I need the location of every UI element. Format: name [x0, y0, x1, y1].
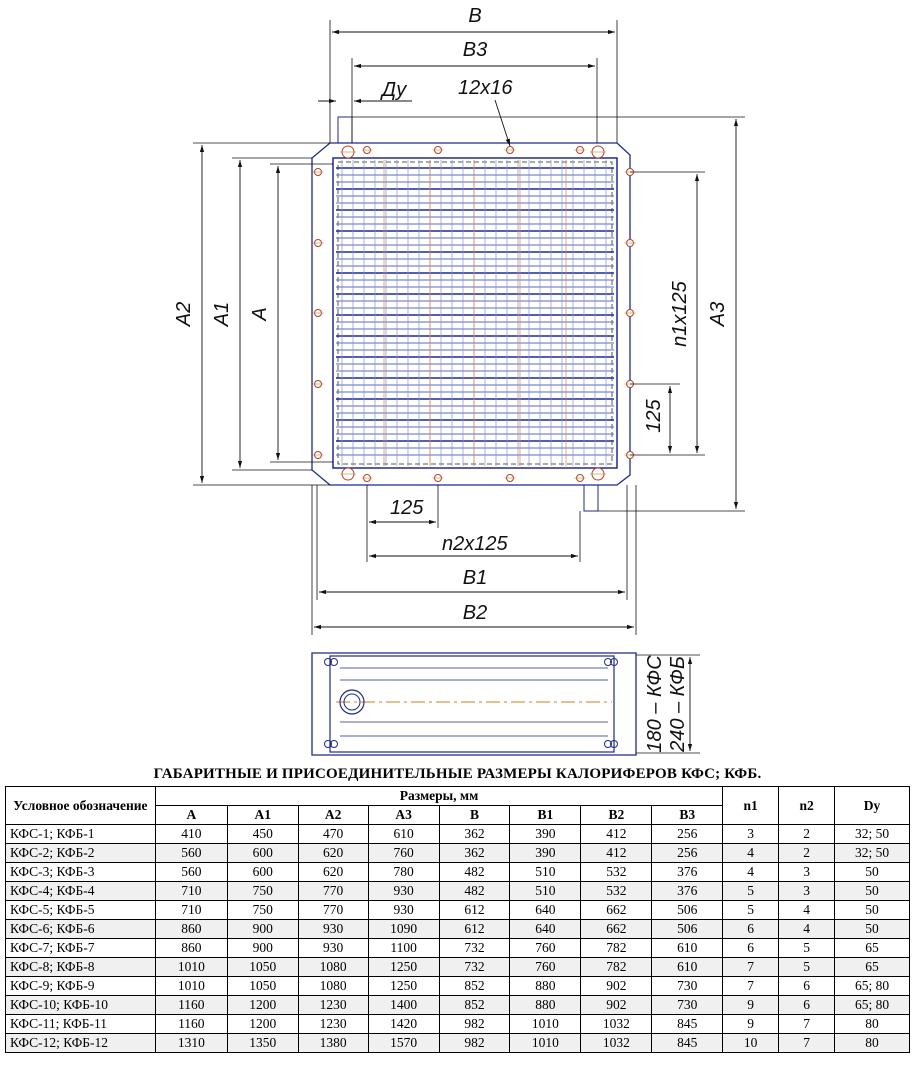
- cell-a3: 1250: [368, 977, 439, 996]
- cell-n2: 3: [779, 863, 835, 882]
- cell-n2: 7: [779, 1034, 835, 1053]
- cell-b1: 760: [510, 958, 581, 977]
- table-row: [6, 863, 910, 882]
- cell-b2: 532: [581, 882, 652, 901]
- cell-a1: 1050: [227, 958, 298, 977]
- heater-core: [333, 158, 617, 468]
- cell-a1: 750: [227, 901, 298, 920]
- cell-a3: 780: [368, 863, 439, 882]
- cell-a: 860: [155, 920, 227, 939]
- cell-n1: 4: [723, 844, 779, 863]
- cell-b1: 510: [510, 882, 581, 901]
- cell-n2: 2: [779, 825, 835, 844]
- pipe-stub-top: [338, 117, 352, 143]
- cell-b: 612: [439, 901, 510, 920]
- dim-a2-label: A2: [173, 301, 195, 327]
- side-depth-kfs: 180 – КФС: [644, 655, 666, 753]
- hole-size-label: 12x16: [458, 77, 513, 99]
- column-header: B2: [581, 806, 652, 825]
- cell-a3: 610: [368, 825, 439, 844]
- cell-n1: 6: [723, 939, 779, 958]
- cell-b1: 880: [510, 977, 581, 996]
- cell-b3: 256: [652, 825, 723, 844]
- cell-a: 1160: [155, 996, 227, 1015]
- header-designation: Условное обозначение: [6, 787, 156, 825]
- dimensions-table: [5, 786, 910, 1053]
- cell-a1: 750: [227, 882, 298, 901]
- cell-b: 732: [439, 939, 510, 958]
- cell-b2: 1032: [581, 1015, 652, 1034]
- cell-n2: 5: [779, 939, 835, 958]
- cell-a: 710: [155, 901, 227, 920]
- dim-pitch-right-label: 125: [643, 399, 665, 433]
- table-row: [6, 939, 910, 958]
- cell-b2: 782: [581, 939, 652, 958]
- cell-a3: 1420: [368, 1015, 439, 1034]
- cell-dy: 50: [835, 882, 910, 901]
- table-row: [6, 844, 910, 863]
- cell-b2: 412: [581, 825, 652, 844]
- column-header: A: [155, 806, 227, 825]
- table-row: [6, 1034, 910, 1053]
- cell-designation: КФС-12; КФБ-12: [6, 1034, 156, 1053]
- cell-a: 1010: [155, 958, 227, 977]
- cell-n1: 9: [723, 1015, 779, 1034]
- side-depth-kfb: 240 – КФБ: [667, 656, 689, 752]
- cell-dy: 80: [835, 1034, 910, 1053]
- cell-a3: 1570: [368, 1034, 439, 1053]
- cell-b3: 845: [652, 1034, 723, 1053]
- cell-n1: 7: [723, 958, 779, 977]
- cell-a2: 1380: [298, 1034, 368, 1053]
- cell-b2: 532: [581, 863, 652, 882]
- dim-a-label: A: [249, 307, 271, 321]
- cell-a: 1010: [155, 977, 227, 996]
- cell-b1: 880: [510, 996, 581, 1015]
- cell-b2: 412: [581, 844, 652, 863]
- table-row: [6, 920, 910, 939]
- cell-designation: КФС-3; КФБ-3: [6, 863, 156, 882]
- cell-a: 710: [155, 882, 227, 901]
- cell-a2: 930: [298, 939, 368, 958]
- cell-b1: 1010: [510, 1034, 581, 1053]
- cell-a3: 1090: [368, 920, 439, 939]
- cell-dy: 50: [835, 901, 910, 920]
- cell-b2: 782: [581, 958, 652, 977]
- cell-n2: 3: [779, 882, 835, 901]
- dim-du-label: Ду: [382, 79, 407, 101]
- cell-designation: КФС-2; КФБ-2: [6, 844, 156, 863]
- cell-n1: 7: [723, 977, 779, 996]
- cell-b3: 506: [652, 901, 723, 920]
- cell-a2: 930: [298, 920, 368, 939]
- pipe-stub-bottom: [584, 485, 598, 511]
- header-sizes: Размеры, мм: [155, 787, 722, 806]
- table-row: [6, 1015, 910, 1034]
- cell-a2: 470: [298, 825, 368, 844]
- table-row: [6, 996, 910, 1015]
- cell-a1: 600: [227, 844, 298, 863]
- cell-designation: КФС-5; КФБ-5: [6, 901, 156, 920]
- cell-b: 482: [439, 863, 510, 882]
- cell-b: 852: [439, 977, 510, 996]
- cell-n2: 4: [779, 920, 835, 939]
- cell-dy: 32; 50: [835, 844, 910, 863]
- cell-b: 732: [439, 958, 510, 977]
- cell-dy: 65: [835, 939, 910, 958]
- cell-a2: 1230: [298, 996, 368, 1015]
- side-view: [312, 653, 700, 755]
- cell-designation: КФС-1; КФБ-1: [6, 825, 156, 844]
- cell-a: 410: [155, 825, 227, 844]
- dim-b1-label: B1: [462, 567, 488, 589]
- column-header: A2: [298, 806, 368, 825]
- cell-a2: 1080: [298, 977, 368, 996]
- cell-a2: 770: [298, 882, 368, 901]
- cell-b1: 390: [510, 844, 581, 863]
- cell-a1: 1050: [227, 977, 298, 996]
- cell-b1: 760: [510, 939, 581, 958]
- cell-b: 482: [439, 882, 510, 901]
- table-body: [6, 825, 910, 1053]
- cell-b: 982: [439, 1015, 510, 1034]
- cell-b2: 1032: [581, 1034, 652, 1053]
- cell-designation: КФС-6; КФБ-6: [6, 920, 156, 939]
- cell-n1: 3: [723, 825, 779, 844]
- header-n2: n2: [779, 787, 835, 825]
- cell-a3: 930: [368, 901, 439, 920]
- cell-a2: 1080: [298, 958, 368, 977]
- cell-a2: 770: [298, 901, 368, 920]
- top-view: [173, 5, 745, 635]
- cell-a3: 1250: [368, 958, 439, 977]
- cell-designation: КФС-7; КФБ-7: [6, 939, 156, 958]
- cell-b: 982: [439, 1034, 510, 1053]
- cell-a: 560: [155, 844, 227, 863]
- cell-a2: 620: [298, 844, 368, 863]
- cell-b3: 376: [652, 882, 723, 901]
- cell-b3: 730: [652, 996, 723, 1015]
- cell-b2: 662: [581, 920, 652, 939]
- column-header: A1: [227, 806, 298, 825]
- dim-n1-label: n1x125: [669, 281, 691, 347]
- header-n1: n1: [723, 787, 779, 825]
- dim-pitch-bottom-label: 125: [390, 497, 424, 519]
- dim-a1-label: A1: [211, 301, 233, 327]
- dim-n2-label: n2x125: [442, 533, 508, 555]
- cell-a1: 450: [227, 825, 298, 844]
- table-row: [6, 825, 910, 844]
- cell-b3: 610: [652, 939, 723, 958]
- cell-b3: 845: [652, 1015, 723, 1034]
- cell-dy: 50: [835, 920, 910, 939]
- cell-b3: 376: [652, 863, 723, 882]
- cell-b3: 610: [652, 958, 723, 977]
- cell-n2: 2: [779, 844, 835, 863]
- cell-a: 860: [155, 939, 227, 958]
- cell-designation: КФС-8; КФБ-8: [6, 958, 156, 977]
- cell-n1: 5: [723, 882, 779, 901]
- cell-b2: 902: [581, 996, 652, 1015]
- column-header: B3: [652, 806, 723, 825]
- cell-b2: 662: [581, 901, 652, 920]
- cell-a1: 600: [227, 863, 298, 882]
- cell-n2: 5: [779, 958, 835, 977]
- cell-a: 1310: [155, 1034, 227, 1053]
- cell-a2: 1230: [298, 1015, 368, 1034]
- table-row: [6, 977, 910, 996]
- cell-b1: 640: [510, 920, 581, 939]
- dim-b2-label: B2: [462, 602, 488, 624]
- cell-n1: 6: [723, 920, 779, 939]
- cell-designation: КФС-9; КФБ-9: [6, 977, 156, 996]
- hole-leader: [495, 100, 510, 146]
- cell-a1: 1200: [227, 1015, 298, 1034]
- cell-n2: 6: [779, 977, 835, 996]
- cell-n1: 5: [723, 901, 779, 920]
- cell-a3: 930: [368, 882, 439, 901]
- dim-b-label: B: [468, 5, 482, 27]
- cell-dy: 65: [835, 958, 910, 977]
- cell-designation: КФС-4; КФБ-4: [6, 882, 156, 901]
- cell-a3: 1100: [368, 939, 439, 958]
- cell-n1: 9: [723, 996, 779, 1015]
- table-row: [6, 901, 910, 920]
- cell-n1: 4: [723, 863, 779, 882]
- table-title: ГАБАРИТНЫЕ И ПРИСОЕДИНИТЕЛЬНЫЕ РАЗМЕРЫ КАЛОРИФЕРОВ КФС; КФБ.: [153, 766, 762, 782]
- cell-dy: 65; 80: [835, 977, 910, 996]
- cell-designation: КФС-11; КФБ-11: [6, 1015, 156, 1034]
- cell-b3: 506: [652, 920, 723, 939]
- cell-b3: 730: [652, 977, 723, 996]
- cell-n2: 6: [779, 996, 835, 1015]
- dim-a3-label: A3: [707, 301, 729, 327]
- cell-n1: 10: [723, 1034, 779, 1053]
- cell-b2: 902: [581, 977, 652, 996]
- cell-dy: 80: [835, 1015, 910, 1034]
- column-header: B: [439, 806, 510, 825]
- cell-dy: 65; 80: [835, 996, 910, 1015]
- column-header: A3: [368, 806, 439, 825]
- cell-b: 362: [439, 825, 510, 844]
- cell-a1: 1350: [227, 1034, 298, 1053]
- cell-designation: КФС-10; КФБ-10: [6, 996, 156, 1015]
- cell-n2: 7: [779, 1015, 835, 1034]
- cell-dy: 32; 50: [835, 825, 910, 844]
- cell-b: 852: [439, 996, 510, 1015]
- cell-a: 560: [155, 863, 227, 882]
- cell-b: 612: [439, 920, 510, 939]
- cell-b3: 256: [652, 844, 723, 863]
- cell-n2: 4: [779, 901, 835, 920]
- cell-dy: 50: [835, 863, 910, 882]
- column-header: B1: [510, 806, 581, 825]
- cell-a3: 1400: [368, 996, 439, 1015]
- cell-b1: 1010: [510, 1015, 581, 1034]
- dim-b3-label: B3: [462, 39, 488, 61]
- cell-a: 1160: [155, 1015, 227, 1034]
- table-row: [6, 882, 910, 901]
- cell-b: 362: [439, 844, 510, 863]
- cell-a2: 620: [298, 863, 368, 882]
- cell-b1: 390: [510, 825, 581, 844]
- cell-a1: 900: [227, 920, 298, 939]
- cell-a3: 760: [368, 844, 439, 863]
- table-row: [6, 958, 910, 977]
- cell-a1: 900: [227, 939, 298, 958]
- header-dy: Dy: [835, 787, 910, 825]
- cell-b1: 510: [510, 863, 581, 882]
- cell-b1: 640: [510, 901, 581, 920]
- cell-a1: 1200: [227, 996, 298, 1015]
